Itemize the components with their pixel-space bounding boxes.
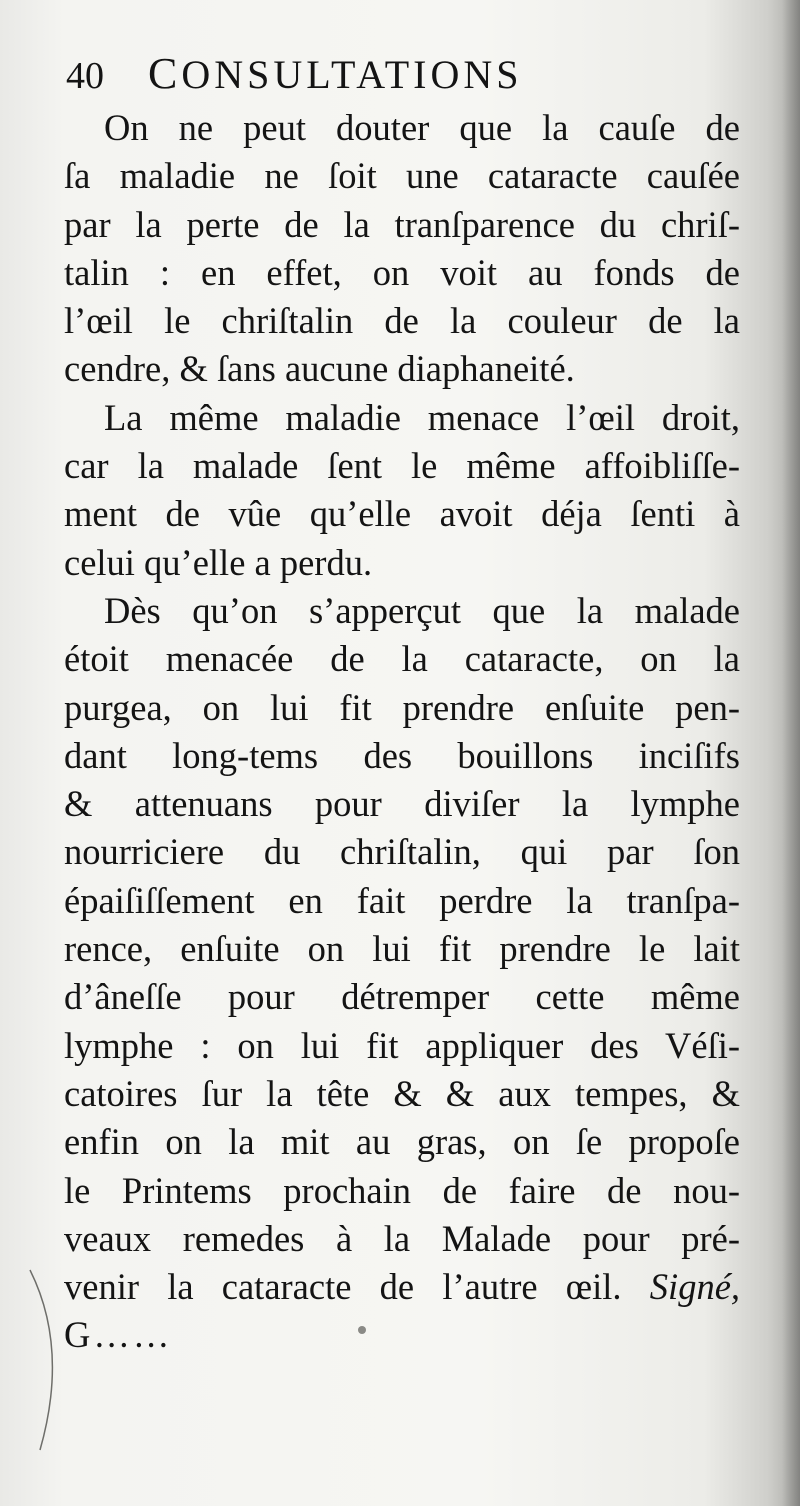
text-line: ſa maladie ne ſoit une cataracte cauſée [64,155,740,197]
text-line: celui qu’elle a perdu. [64,541,373,583]
text-line: talin : en effet, on voit au fonds de [64,251,740,293]
text-line: & attenuans pour diviſer la lymphe [64,783,740,825]
text-line: d’âneſſe pour détremper cette même [64,976,740,1018]
text-line: dant long-tems des bouillons inciſifs [64,734,740,776]
text-line-with-signature [64,1263,740,1311]
page-number: 40 [66,55,104,97]
text-line: On ne peut douter que la cauſe de [104,107,740,148]
text-line: par la perte de la tranſparence du chriſ- [64,203,740,245]
text-line: Dès qu’on s’apperçut que la malade [104,589,740,631]
text-line: le Printems prochain de faire de nou- [64,1169,740,1211]
text-line: veaux remedes à la Malade pour pré- [64,1217,740,1259]
signed-label: Signé, [649,1266,741,1308]
text-line: l’œil le chriſtalin de la couleur de la [64,300,740,342]
text-line: nourriciere du chriſtalin, qui par ſon [64,831,740,873]
text-line: enfin on la mit au gras, on ſe propoſe [64,1121,740,1163]
text-line: car la malade ſent le même affoibliſſe- [64,445,740,487]
text-line: catoires ſur la tête & & aux tempes, & [64,1072,740,1114]
text-line: venir la cataracte de l’autre œil. [64,1266,622,1308]
text-line: étoit menacée de la cataracte, on la [64,638,740,680]
body-text [64,104,740,1360]
ink-speck [358,1326,366,1334]
text-line: La même maladie menace l’œil droit, [104,396,740,438]
text-line: rence, enſuite on lui fit prendre le lait [64,928,740,970]
text-line: ment de vûe qu’elle avoit déja ſenti à [64,493,740,535]
text-line: lymphe : on lui fit appliquer des Véſi- [64,1024,740,1066]
page-gutter-shadow [782,0,800,1506]
text-line: cendre, & ſans aucune diaphaneité. [64,348,575,390]
running-head [66,48,522,108]
text-line: épaiſiſſement en fait perdre la tranſpa- [64,879,740,921]
signature: G…… [64,1314,173,1356]
text-line: purgea, on lui fit prendre enſuite pen- [64,686,740,728]
running-title: CONSULTATIONS [148,49,523,98]
